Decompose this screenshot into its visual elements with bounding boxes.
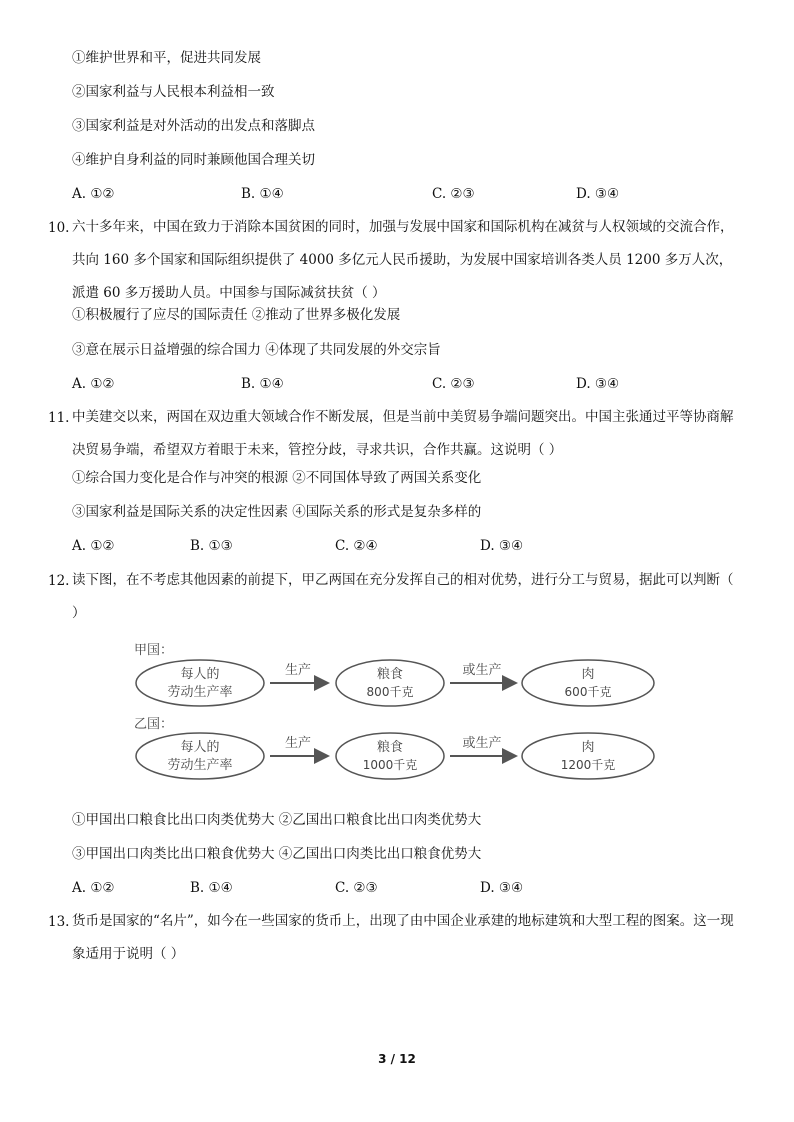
q11-stem: 中美建交以来，两国在双边重大领域合作不断发展，但是当前中美贸易争端问题突出。中国主张通过平等协商解决贸易争端，希望双方着眼于未来，管控分歧，寻求共识，合作共赢。这说明（ ）: [72, 409, 734, 458]
q9-option-c[interactable]: C. ②③: [432, 186, 475, 202]
a-productivity-line2: 劳动生产率: [167, 685, 233, 700]
q11-option-c[interactable]: C. ②④: [335, 538, 378, 554]
q10-option-a[interactable]: A. ①②: [72, 376, 115, 392]
q12-statement-1: ①甲国出口粮食比出口肉类优势大 ②乙国出口粮食比出口肉类优势大: [72, 812, 482, 828]
q9-option-b[interactable]: B. ①④: [241, 186, 284, 202]
q12-option-b[interactable]: B. ①④: [190, 880, 233, 896]
q10-statement-2: ③意在展示日益增强的综合国力 ④体现了共同发展的外交宗旨: [72, 342, 441, 358]
q9-statement-2: ②国家利益与人民根本利益相一致: [72, 84, 275, 100]
country-a-label: 甲国：: [134, 643, 174, 658]
q12-statement-2: ③甲国出口肉类比出口粮食优势大 ④乙国出口肉类比出口粮食优势大: [72, 846, 482, 862]
q10-option-c[interactable]: C. ②③: [432, 376, 475, 392]
a-meat-label: 肉: [581, 667, 595, 682]
q13-stem: 货币是国家的“名片”，如今在一些国家的货币上，出现了由中国企业承建的地标建筑和大型工程的图案。这一现象适用于说明（ ）: [72, 913, 734, 962]
q10-option-d[interactable]: D. ③④: [576, 376, 620, 392]
q11-statement-2: ③国家利益是国际关系的决定性因素 ④国际关系的形式是复杂多样的: [72, 504, 482, 520]
a-meat-value: 600千克: [564, 685, 612, 699]
q12-number: 12.: [48, 573, 70, 589]
b-grain-value: 1000千克: [362, 758, 418, 772]
q12-option-d[interactable]: D. ③④: [480, 880, 524, 896]
q12-option-c[interactable]: C. ②③: [335, 880, 378, 896]
b-meat-value: 1200千克: [560, 758, 616, 772]
q10-option-b[interactable]: B. ①④: [241, 376, 284, 392]
q10-number: 10.: [48, 220, 70, 236]
q11-option-d[interactable]: D. ③④: [480, 538, 524, 554]
q11-option-a[interactable]: A. ①②: [72, 538, 115, 554]
a-grain-label: 粮食: [376, 667, 404, 682]
b-meat-label: 肉: [581, 740, 595, 755]
q10-stem: 六十多年来，中国在致力于消除本国贫困的同时，加强与发展中国家和国际机构在减贫与人权领域的交流合作，共向 160 多个国家和国际组织提供了 4000 多亿元人民币援助，为发展中国家培训各类人员 1200 多万人次，派遣 60 多万援助人员。中国参与国际减贫扶贫（ ）: [72, 219, 734, 301]
q11-number: 11.: [48, 410, 70, 426]
q11-option-b[interactable]: B. ①③: [190, 538, 233, 554]
a-or-produce-label: 或生产: [462, 663, 502, 678]
q12-diagram: [128, 636, 688, 784]
a-grain-value: 800千克: [366, 685, 414, 699]
b-grain-label: 粮食: [376, 740, 404, 755]
q9-statement-4: ④维护自身利益的同时兼顾他国合理关切: [72, 152, 315, 168]
q12-option-a[interactable]: A. ①②: [72, 880, 115, 896]
b-produce-label: 生产: [284, 736, 312, 751]
a-produce-label: 生产: [284, 663, 312, 678]
q13-number: 13.: [48, 914, 70, 930]
q9-statement-3: ③国家利益是对外活动的出发点和落脚点: [72, 118, 315, 134]
q9-statement-1: ①维护世界和平，促进共同发展: [72, 50, 261, 66]
b-productivity-line2: 劳动生产率: [167, 758, 233, 773]
q9-option-d[interactable]: D. ③④: [576, 186, 620, 202]
a-productivity-line1: 每人的: [180, 667, 220, 682]
b-productivity-line1: 每人的: [180, 740, 220, 755]
b-or-produce-label: 或生产: [462, 736, 502, 751]
page-number: 3 / 12: [378, 1052, 416, 1066]
country-b-label: 乙国：: [134, 717, 174, 732]
q10-statement-1: ①积极履行了应尽的国际责任 ②推动了世界多极化发展: [72, 307, 401, 323]
q11-statement-1: ①综合国力变化是合作与冲突的根源 ②不同国体导致了两国关系变化: [72, 470, 482, 486]
q9-option-a[interactable]: A. ①②: [72, 186, 115, 202]
q12-stem: 读下图，在不考虑其他因素的前提下，甲乙两国在充分发挥自己的相对优势，进行分工与贸易，据此可以判断（ ）: [72, 572, 734, 621]
